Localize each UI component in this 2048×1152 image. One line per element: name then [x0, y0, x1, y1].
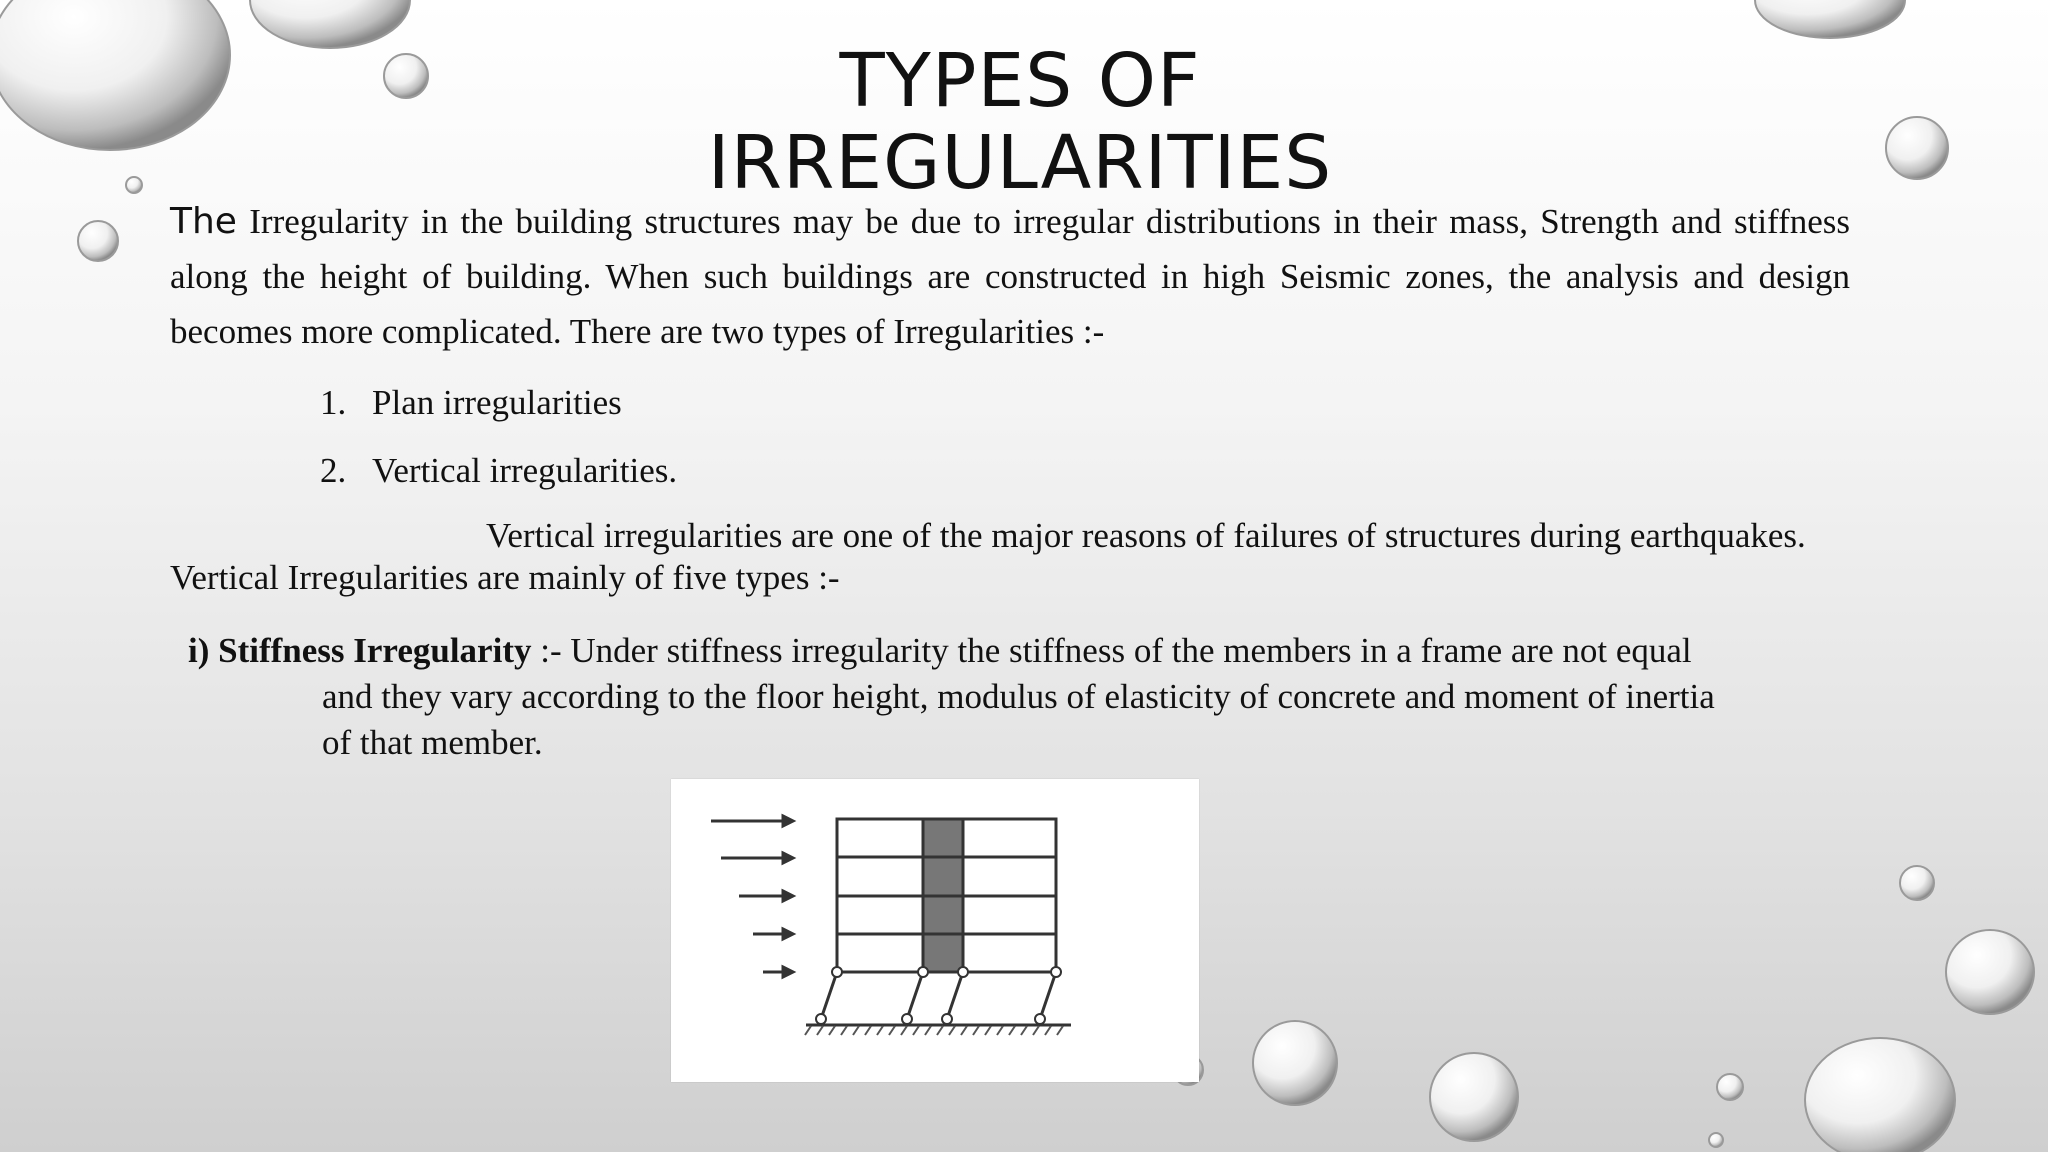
list-number: 2. — [320, 451, 347, 490]
list-text: Vertical irregularities. — [372, 451, 678, 490]
stiffness-label: i) Stiffness Irregularity — [188, 631, 532, 670]
title-line-1: TYPES OF — [839, 38, 1201, 124]
stiffness-line-3: of that member. — [322, 723, 543, 762]
irregularity-types-list — [320, 378, 677, 514]
drop-top-right — [1755, 0, 1948, 179]
stiffness-irregularity-paragraph — [188, 628, 1868, 766]
joints — [816, 967, 1061, 1024]
drop-bottom-right — [1173, 866, 2034, 1152]
intro-lead-word: The — [170, 201, 237, 242]
slide-title — [560, 40, 1480, 204]
title-line-2: IRREGULARITIES — [707, 120, 1333, 206]
list-item — [320, 446, 677, 514]
list-text: Plan irregularities — [372, 383, 622, 422]
stiffness-line-2: and they vary according to the floor height, modulus of elasticity of concrete and moment of inertia — [322, 677, 1715, 716]
intro-paragraph — [170, 194, 1850, 359]
vertical-irregularities-paragraph — [170, 515, 1850, 599]
stiffness-line-1: :- Under stiffness irregularity the stiffness of the members in a frame are not equal — [531, 631, 1692, 670]
ground-hatching — [805, 1026, 1063, 1035]
stiffness-frame-figure — [671, 779, 1199, 1082]
list-item — [320, 378, 677, 446]
lateral-load-arrows — [711, 816, 793, 977]
para2-text: Vertical irregularities are one of the major reasons of failures of structures during earthquakes. Vertical Irregularities are mainly of five types :- — [170, 516, 1806, 597]
list-number: 1. — [320, 383, 347, 422]
intro-text: Irregularity in the building structures may be due to irregular distributions in their mass, Strength and stiffness along the height of building. When such buildings are constructed in high Seismic zones, the analysis and design becomes more complicated. There are two types of Irregularities :- — [170, 202, 1851, 351]
frame-diagram — [671, 779, 1199, 1082]
